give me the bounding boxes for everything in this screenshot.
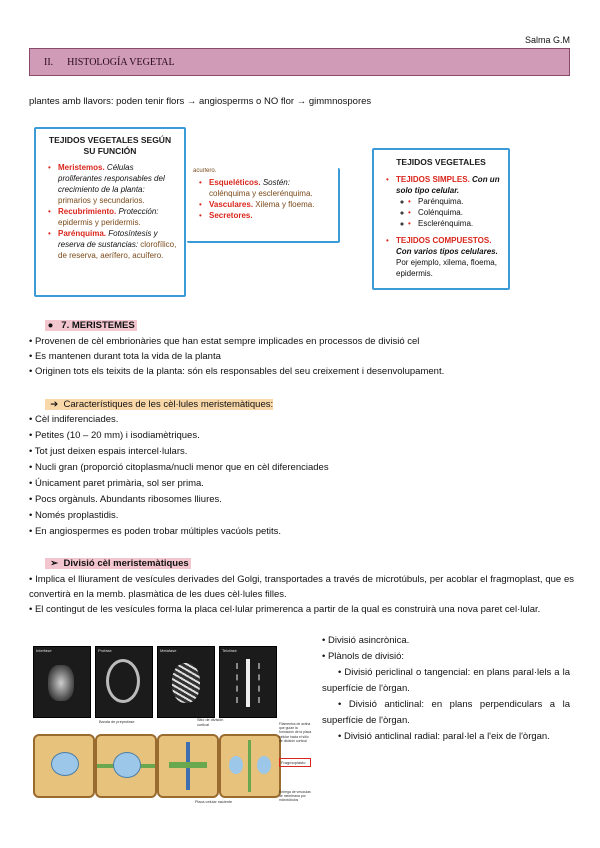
label-phragmoplast: Fragmoplasto — [279, 758, 311, 767]
header-number: II. — [44, 56, 54, 68]
micrograph-prophase: Profase — [95, 646, 153, 718]
division-heading: ➢ Divisió cèl meristemàtiques — [45, 556, 191, 571]
characteristics-bullets — [29, 412, 574, 540]
section-7-bullets — [29, 334, 574, 379]
label-preprophase: Banda de preprofase — [99, 720, 135, 724]
card-tissue-title: TEJIDOS VEGETALES — [396, 157, 486, 167]
list-item: • Esqueléticos. Sostén: colénquima y esclerénquima. — [203, 177, 332, 199]
intro-line: plantes amb llavors: poden tenir flors → angiosperms o NO flor → gimmnospores — [29, 96, 372, 107]
cell-drawing-4 — [219, 734, 281, 798]
list-item: • Divisió asincrònica. — [322, 635, 410, 646]
list-item: • Pocs orgànuls. Abundants ribosomes lliures. — [29, 494, 222, 505]
division-planes — [322, 633, 570, 745]
characteristics-heading: ➔ Característiques de les cèl·lules meristemàtiques: — [45, 399, 274, 410]
section-7-heading: ● 7. MERISTEMES — [45, 318, 137, 333]
list-item: • En angiospermes es poden trobar múltiples vacúols petits. — [29, 526, 282, 537]
list-item: • ◦ Colénquima. — [412, 207, 502, 218]
simple-tissue-list — [396, 196, 502, 229]
division-bullets — [29, 572, 574, 617]
list-item: • TEJIDOS COMPUESTOS. Con varios tipos celulares. Por ejemplo, xilema, floema, epidermis. — [390, 235, 502, 279]
list-item: • ◦ Parénquima. — [412, 196, 502, 207]
list-item: • Es mantenen durant tota la vida de la planta — [29, 351, 221, 362]
list-item: • Divisió anticlinal radial: paral·lel a l'eix de l'òrgan. — [338, 731, 550, 742]
list-item: • Parénquima. Fotosíntesis y reserva de sustancias: clorofílico, de reserva, aerífero, acuífero. — [52, 228, 178, 261]
label-division-site: Sitio de división cortical — [197, 718, 224, 727]
cell-drawing-1 — [33, 734, 95, 798]
label-vesicles: Entrega de vesículas de membrana por microtúbulos — [279, 790, 311, 803]
label-cell-plate: Placa celular naciente — [195, 800, 233, 804]
list-item: • Tot just deixen espais intercel·lulars. — [29, 446, 188, 457]
list-item: • TEJIDOS SIMPLES. Con un solo tipo celular. • ◦ Parénquima. • ◦ Colénquima. • ◦ Esclerénquima. — [390, 174, 502, 229]
card-functions — [34, 127, 186, 297]
list-item: • Plànols de divisió: — [322, 651, 405, 662]
list-item: • Nucli gran (proporció citoplasma/nucli menor que en cèl diferenciades — [29, 462, 329, 473]
card-functions-continued — [187, 168, 340, 243]
list-item: • Divisió periclinal o tangencial: en plans paral·lels a la superfície de l'òrgan. — [322, 667, 571, 694]
list-item: • Secretores. — [203, 210, 332, 221]
card-functions-list — [42, 162, 178, 261]
list-item: • Únicament paret primària, sol ser prima. — [29, 478, 204, 489]
cell-division-figure — [29, 640, 313, 818]
list-item: • Divisió anticlinal: en plans perpendiculars a la superfície de l'òrgan. — [322, 699, 570, 726]
card-mid-list — [193, 177, 332, 221]
list-item: • Implica el lliurament de vesícules derivades del Golgi, transportades a través de microtúbuls, per acoblar el fragmoplast, que es convertirà en la memb. plasmàtica de les dues cèl·lules filles. — [29, 574, 574, 600]
card-tissue-list — [380, 174, 502, 279]
list-item: • Recubrimiento. Protección: epidermis y peridermis. — [52, 206, 178, 228]
micrograph-telophase: Telofase — [219, 646, 277, 718]
list-item: • Només proplastidis. — [29, 510, 119, 521]
section-header — [29, 48, 570, 76]
list-item: • Originen tots els teixits de la planta: són els responsables del seu creixement i desenvolupament. — [29, 366, 445, 377]
cell-drawing-2 — [95, 734, 157, 798]
list-item: • Provenen de cèl embrionàries que han estat sempre implicades en processos de divisió cel — [29, 336, 420, 347]
label-filaments: Filamentos de actina que guían la formación de la placa celular hacia el sitio de división cortical — [279, 722, 312, 743]
card-tissue-types — [372, 148, 510, 290]
list-item: • El contingut de les vesícules forma la placa cel·lular primerenca a partir de la qual es construirà una nova paret cel·lular. — [29, 604, 541, 615]
cut-text: acuífero. — [193, 168, 217, 173]
author-name: Salma G.M — [524, 35, 570, 45]
list-item: • Cèl indiferenciades. — [29, 414, 119, 425]
list-item: • ◦ Esclerénquima. — [412, 218, 502, 229]
list-item: • Petites (10 – 20 mm) i isodiamètriques. — [29, 430, 200, 441]
micrograph-metaphase: Metafase — [157, 646, 215, 718]
card-functions-title: TEJIDOS VEGETALES SEGÚN SU FUNCIÓN — [48, 135, 172, 156]
cell-drawing-3 — [157, 734, 219, 798]
micrograph-interphase: Interfase — [33, 646, 91, 718]
header-title: HISTOLOGÍA VEGETAL — [67, 56, 175, 68]
list-item: • Vasculares. Xilema y floema. — [203, 199, 332, 210]
list-item: • Meristemos. Células proliferantes responsables del crecimiento de la planta: primarios y secundarios. — [52, 162, 178, 206]
